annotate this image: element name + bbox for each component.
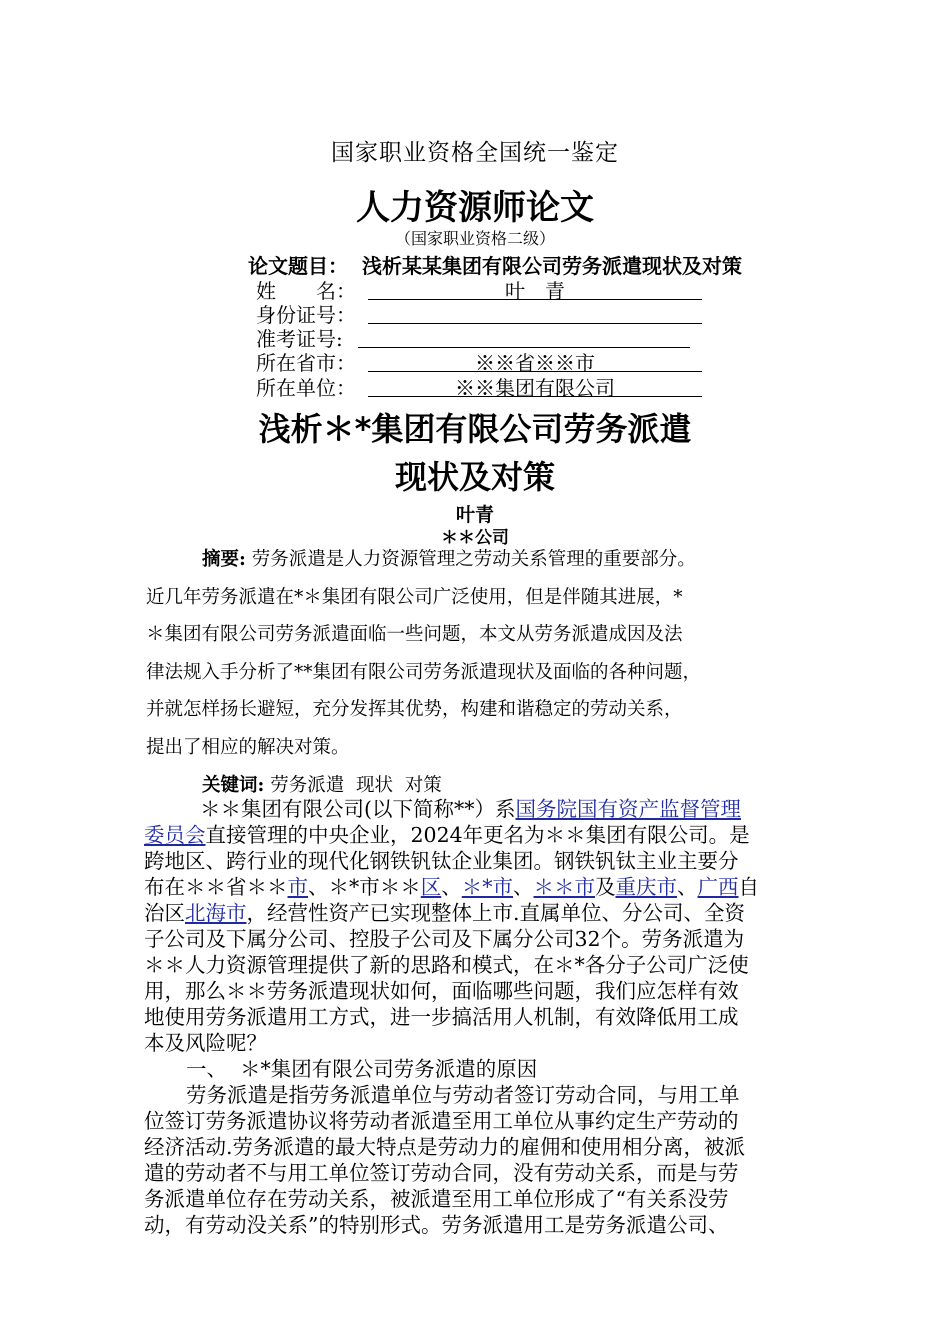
abstract-line: 提出了相应的解决对策。: [146, 736, 350, 758]
section-text: 务派遣单位存在劳动关系，被派遣至用工单位形成了“有关系没劳: [144, 1187, 729, 1211]
province-value: ※※省※※市: [368, 347, 702, 372]
province-label: 所在省市：: [256, 351, 356, 375]
intro-text: ＊＊集团有限公司(以下简称**）系: [200, 797, 516, 821]
intro-paragraph: [144, 796, 814, 1056]
city-link[interactable]: 市: [287, 875, 308, 899]
chongqing-link[interactable]: 重庆市: [615, 875, 677, 899]
name-field: [256, 275, 565, 303]
intro-text: 、: [441, 875, 462, 899]
exam-heading: 国家职业资格全国统一鉴定: [331, 140, 619, 166]
section-heading: 一、 ＊*集团有限公司劳务派遣的原因: [186, 1057, 538, 1081]
keywords-text: 劳务派遣 现状 对策: [270, 775, 442, 796]
grade-note: （国家职业资格二级）: [394, 229, 555, 248]
section-text: 劳务派遣是指劳务派遣单位与劳动者签订劳动合同，与用工单: [186, 1083, 740, 1107]
district-link[interactable]: 区: [420, 875, 442, 899]
exam-number-field: [256, 323, 343, 349]
exam-number-label: 准考证号:: [256, 327, 343, 351]
intro-text: ，经营性资产已实现整体上市.直属单位、分公司、全资: [246, 901, 746, 925]
paper-title-line-2: 现状及对策: [394, 458, 555, 496]
topic-label: 论文题目：: [248, 254, 348, 278]
paper-title-line-1: 浅析＊*集团有限公司劳务派遣: [258, 410, 692, 448]
unit-label: 所在单位：: [256, 376, 356, 400]
city-link[interactable]: ＊*市: [461, 875, 513, 899]
intro-text: 跨地区、跨行业的现代化钢铁钒钛企业集团。钢铁钒钛主业主要分: [144, 849, 739, 873]
abstract-line: 近几年劳务派遣在*＊集团有限公司广泛使用，但是伴随其进展，*: [146, 586, 683, 608]
topic-text: 浅析某某集团有限公司劳务派遣现状及对策: [362, 254, 742, 278]
intro-text: 用，那么＊＊劳务派遣现状如何，面临哪些问题，我们应怎样有效: [144, 979, 739, 1003]
abstract-line: 并就怎样扬长避短，充分发挥其优势，构建和谐稳定的劳动关系，: [146, 699, 683, 720]
guangxi-link[interactable]: 广西: [697, 875, 739, 899]
intro-text: ＊＊人力资源管理提供了新的思路和模式，在＊*各分子公司广泛使: [144, 953, 749, 977]
abstract-line: 律法规入手分析了**集团有限公司劳务派遣现状及面临的各种问题，: [146, 661, 702, 683]
exam-number-value: [358, 323, 690, 348]
sasac-link[interactable]: 国务院国有资产监督管理: [515, 797, 741, 821]
unit-field: [256, 372, 615, 400]
intro-text: 本及风险呢？: [144, 1031, 267, 1055]
abstract-label: 摘要:: [202, 549, 246, 570]
intro-text: 自: [738, 875, 759, 899]
intro-text: 、: [513, 875, 534, 899]
section-text: 位签订劳务派遣协议将劳动者派遣至用工单位从事约定生产劳动的: [144, 1109, 739, 1133]
intro-text: 、: [677, 875, 698, 899]
id-field: [256, 299, 356, 325]
abstract-line: 劳务派遣是人力资源管理之劳动关系管理的重要部分。: [251, 549, 696, 570]
intro-text: 子公司及下属分公司、控股子公司及下属分公司32个。劳务派遣为: [144, 927, 745, 951]
section-text: 遣的劳动者不与用工单位签订劳动合同，没有劳动关系，而是与劳: [144, 1161, 739, 1185]
keywords: [202, 771, 442, 797]
id-label: 身份证号：: [256, 303, 356, 327]
section-1: [144, 1056, 814, 1238]
beihai-link[interactable]: 北海市: [185, 901, 247, 925]
province-field: [256, 347, 595, 375]
intro-text: 、＊*市＊＊: [308, 875, 421, 899]
abstract: [146, 541, 826, 766]
section-text: 经济活动.劳务派遣的最大特点是劳动力的雇佣和使用相分离，被派: [144, 1135, 746, 1159]
thesis-title: 人力资源师论文: [356, 188, 594, 228]
author-affiliation: ＊＊公司: [441, 528, 509, 548]
intro-text: 及: [595, 875, 616, 899]
intro-text: 布在＊＊省＊＊: [144, 875, 288, 899]
name-label: 姓 名：: [256, 279, 356, 303]
unit-value: ※※集团有限公司: [368, 372, 702, 397]
author-name: 叶青: [455, 504, 494, 526]
city-link[interactable]: ＊＊市: [533, 875, 595, 899]
sasac-link-cont[interactable]: 委员会: [144, 823, 206, 847]
name-value: 叶 青: [368, 275, 702, 300]
abstract-line: ＊集团有限公司劳务派遣面临一些问题，本文从劳务派遣成因及法: [146, 624, 683, 645]
section-text: 动，有劳动没关系”的特别形式。劳务派遣用工是劳务派遣公司、: [144, 1213, 729, 1237]
intro-text: 地使用劳务派遣用工方式，进一步搞活用人机制，有效降低用工成: [144, 1005, 739, 1029]
intro-text: 治区: [144, 901, 185, 925]
id-value: [368, 299, 702, 324]
keywords-label: 关键词:: [202, 775, 265, 796]
intro-text: 直接管理的中央企业，2024年更名为＊＊集团有限公司。是: [205, 823, 750, 847]
